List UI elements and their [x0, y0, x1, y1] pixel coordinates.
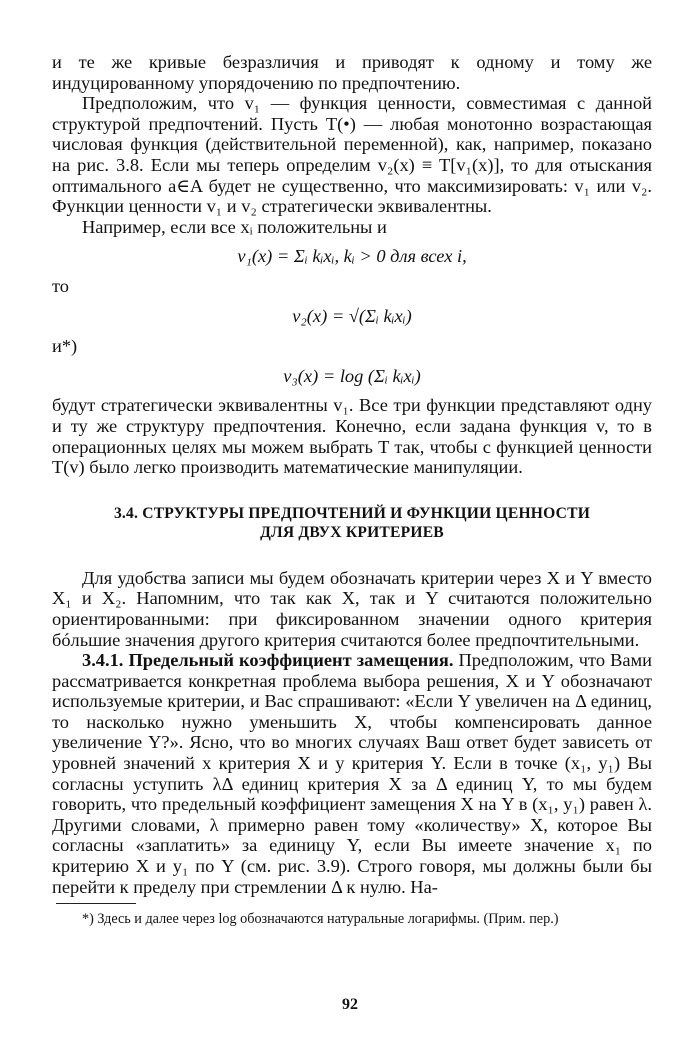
paragraph-marginal-rate-text: Предположим, что Вами рассматривается конкретная проблема выбора решения, X и Y обозначают используемые критерии, и Вас спрашивают: «Если Y увеличен на Δ единиц, то насколько нужно уменьшить X, чтобы компенсировать данное увеличение Y?». Ясно, что во многих случаях Ваш ответ будет зависеть от уровней значений x критерия X и y критерия Y. Если в точке (x₁, y₁) Вы согласны уступить λΔ единиц критерия X за Δ единиц Y, то мы будем говорить, что предельный коэффициент замещения X на Y в (x₁, y₁) равен λ. Другими словами, λ примерно равен тому «количеству» X, которое Вы согласны «заплатить» за единицу Y, если Вы имеете значение x₁ по критерию X и y₁ по Y (см. рис. 3.9). Строго говоря, мы должны были бы перейти к пределу при стремлении Δ к нулю. На-	[52, 650, 652, 897]
paragraph-value-function: Предположим, что v₁ — функция ценности, совместимая с данной структурой предпочтений. Пусть T(•) — любая монотонно возрастающая числовая функция (действительной переменной), как, например, показано на рис. 3.8. Если мы теперь определим v₂(x) ≡ T[v₁(x)], то для отыскания оптимального a∈A будет не существенно, что максимизировать: v₁ или v₂. Функции ценности v₁ и v₂ стратегически эквивалентны.	[52, 93, 652, 217]
page-number: 92	[342, 996, 358, 1013]
section-heading-line2: ДЛЯ ДВУХ КРИТЕРИЕВ	[260, 523, 444, 541]
footnote: *) Здесь и далее через log обозначаются натуральные логарифмы. (Прим. пер.)	[82, 911, 559, 928]
paragraph-notation: Для удобства записи мы будем обозначать критерии через X и Y вместо X₁ и X₂. Напомним, что так как X, так и Y считаются положительно ориентированными: при фиксированном значении одного критерия бóльшие значения другого критерия считаются более предпочтительными.	[52, 567, 652, 650]
paragraph-example: Например, если все xᵢ положительны и	[82, 216, 387, 237]
paragraph-continuation: и те же кривые безразличия и приводят к одному и тому же индуцированному упорядочению по предпочтению.	[52, 52, 652, 93]
footnote-divider	[56, 903, 136, 904]
formula-label-then: то	[52, 276, 69, 297]
formula-label-and: и*)	[52, 336, 78, 357]
section-heading-line1: 3.4. СТРУКТУРЫ ПРЕДПОЧТЕНИЙ И ФУНКЦИИ ЦЕННОСТИ	[113, 504, 591, 522]
formula-v1: v₁(x) = Σᵢ kᵢxᵢ, kᵢ > 0 для всех i,	[237, 246, 467, 267]
paragraph-equivalence: будут стратегически эквивалентны v₁. Все три функции представляют одну и ту же структуру предпочтения. Конечно, если задана функция v, то в операционных целях мы можем выбрать T так, чтобы с функцией ценности T(v) было легко производить математические манипуляции.	[52, 395, 652, 478]
subsection-title: 3.4.1. Предельный коэффициент замещения.	[82, 650, 454, 671]
formula-v2: v₂(x) = √(Σᵢ kᵢxᵢ)	[292, 306, 412, 327]
paragraph-marginal-rate	[52, 650, 652, 897]
formula-v3: v₃(x) = log (Σᵢ kᵢxᵢ)	[283, 366, 421, 387]
